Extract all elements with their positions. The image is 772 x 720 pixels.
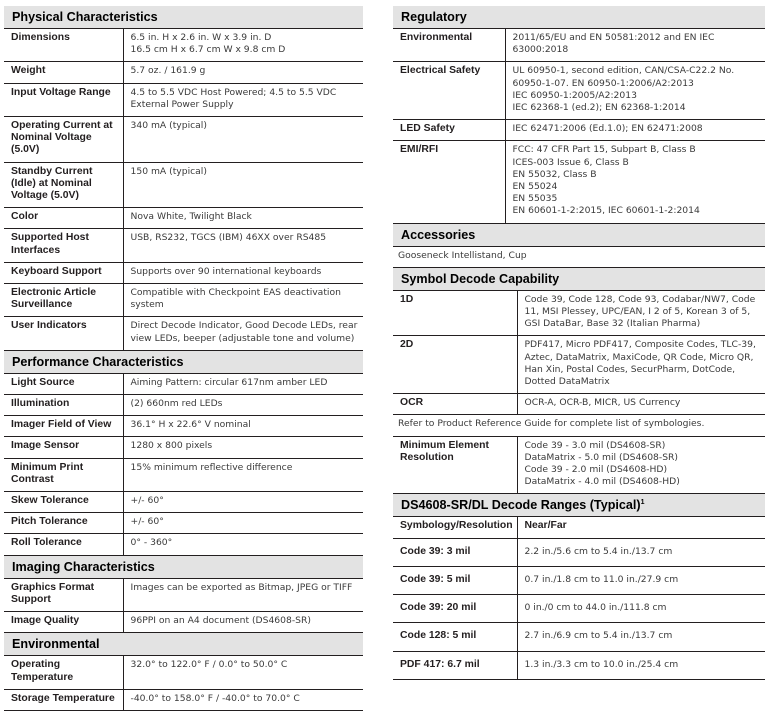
spec-value: Supports over 90 international keyboards — [123, 262, 363, 283]
spec-value: Nova White, Twilight Black — [123, 208, 363, 229]
spec-label: 2D — [393, 336, 517, 394]
spec-row — [4, 534, 363, 555]
spec-row — [4, 162, 363, 208]
spec-row — [4, 656, 363, 689]
spec-label: Environmental — [393, 29, 505, 62]
spec-row — [4, 458, 363, 491]
spec-label: Keyboard Support — [4, 262, 123, 283]
environmental-table — [4, 633, 363, 711]
range-row — [393, 651, 765, 679]
range-value: 1.3 in./3.3 cm to 10.0 in./25.4 cm — [517, 651, 765, 679]
spec-row — [4, 492, 363, 513]
spec-value: 32.0° to 122.0° F / 0.0° to 50.0° C — [123, 656, 363, 689]
spec-row — [393, 62, 765, 120]
spec-label: Input Voltage Range — [4, 83, 123, 116]
spec-value: Compatible with Checkpoint EAS deactivation system — [123, 284, 363, 317]
decode-ranges-table — [393, 494, 765, 679]
spec-row — [4, 612, 363, 633]
spec-label: Light Source — [4, 373, 123, 394]
spec-label: User Indicators — [4, 317, 123, 350]
accessories-text: Gooseneck Intellistand, Cup — [393, 246, 765, 267]
section-title: Physical Characteristics — [4, 6, 363, 29]
spec-row — [393, 336, 765, 394]
spec-label: Image Quality — [4, 612, 123, 633]
column-header-row — [393, 517, 765, 538]
spec-value: 0° - 360° — [123, 534, 363, 555]
range-row — [393, 538, 765, 566]
spec-value: (2) 660nm red LEDs — [123, 395, 363, 416]
spec-row — [4, 437, 363, 458]
spec-row — [4, 373, 363, 394]
spec-label: Dimensions — [4, 29, 123, 62]
spec-label: Weight — [4, 62, 123, 83]
spec-value: 6.5 in. H x 2.6 in. W x 3.9 in. D 16.5 cm H x 6.7 cm W x 9.8 cm D — [123, 29, 363, 62]
symbology-note: Refer to Product Reference Guide for complete list of symbologies. — [393, 415, 765, 436]
spec-row — [4, 229, 363, 262]
spec-row — [4, 578, 363, 611]
spec-label: Electronic Article Surveillance — [4, 284, 123, 317]
spec-value: 1280 x 800 pixels — [123, 437, 363, 458]
spec-value: -40.0° to 158.0° F / -40.0° to 70.0° C — [123, 689, 363, 710]
spec-value: Code 39, Code 128, Code 93, Codabar/NW7, Code 11, MSI Plessey, UPC/EAN, I 2 of 5, Korean 3 of 5, GSI DataBar, Base 32 (Italian Pharma) — [517, 290, 765, 336]
spec-label: Roll Tolerance — [4, 534, 123, 555]
spec-label: Pitch Tolerance — [4, 513, 123, 534]
imaging-characteristics-table — [4, 556, 363, 634]
spec-label: Operating Current at Nominal Voltage (5.0V) — [4, 117, 123, 163]
right-column — [393, 6, 765, 680]
spec-value: Direct Decode Indicator, Good Decode LEDs, rear view LEDs, beeper (adjustable tone and volume) — [123, 317, 363, 350]
footnote-marker: 1 — [640, 499, 645, 507]
symbol-decode-table — [393, 268, 765, 495]
section-title: Symbol Decode Capability — [393, 268, 765, 291]
spec-value: 15% minimum reflective difference — [123, 458, 363, 491]
spec-label: Color — [4, 208, 123, 229]
symbology-label: Code 39: 3 mil — [393, 538, 517, 566]
spec-label: 1D — [393, 290, 517, 336]
range-value: 0.7 in./1.8 cm to 11.0 in./27.9 cm — [517, 566, 765, 594]
spec-row — [4, 208, 363, 229]
spec-row — [393, 141, 765, 223]
spec-value: OCR-A, OCR-B, MICR, US Currency — [517, 394, 765, 415]
spec-value: Images can be exported as Bitmap, JPEG or TIFF — [123, 578, 363, 611]
spec-label: Imager Field of View — [4, 416, 123, 437]
spec-label: Graphics Format Support — [4, 578, 123, 611]
section-title: Environmental — [4, 633, 363, 656]
symbology-label: Code 39: 20 mil — [393, 595, 517, 623]
spec-label: Image Sensor — [4, 437, 123, 458]
spec-row — [4, 117, 363, 163]
spec-value: 4.5 to 5.5 VDC Host Powered; 4.5 to 5.5 VDC External Power Supply — [123, 83, 363, 116]
spec-value: IEC 62471:2006 (Ed.1.0); EN 62471:2008 — [505, 120, 765, 141]
physical-characteristics-table — [4, 6, 363, 351]
spec-value: 36.1° H x 22.6° V nominal — [123, 416, 363, 437]
spec-row — [393, 394, 765, 415]
spec-value: PDF417, Micro PDF417, Composite Codes, TLC-39, Aztec, DataMatrix, MaxiCode, QR Code, Micro QR, Han Xin, Postal Codes, SecurPharm, DotCode, Dotted DataMatrix — [517, 336, 765, 394]
section-title: Performance Characteristics — [4, 351, 363, 374]
spec-row — [4, 416, 363, 437]
spec-value: FCC: 47 CFR Part 15, Subpart B, Class B ICES-003 Issue 6, Class B EN 55032, Class B EN 55024 EN 55035 EN 60601-1-2:2015, IEC 60601-1-2:2014 — [505, 141, 765, 223]
left-column — [4, 6, 363, 711]
spec-row — [393, 290, 765, 336]
spec-label: OCR — [393, 394, 517, 415]
spec-value: 2011/65/EU and EN 50581:2012 and EN IEC 63000:2018 — [505, 29, 765, 62]
spec-row — [4, 689, 363, 710]
spec-label: Minimum Print Contrast — [4, 458, 123, 491]
spec-label: Supported Host Interfaces — [4, 229, 123, 262]
spec-label: Skew Tolerance — [4, 492, 123, 513]
range-row — [393, 623, 765, 651]
spec-row — [4, 284, 363, 317]
spec-row — [4, 83, 363, 116]
column-header: Symbology/Resolution — [393, 517, 517, 538]
spec-value: Aiming Pattern: circular 617nm amber LED — [123, 373, 363, 394]
section-title: DS4608-SR/DL Decode Ranges (Typical)$^1$ — [393, 494, 765, 517]
section-title: Regulatory — [393, 6, 765, 29]
spec-label: Operating Temperature — [4, 656, 123, 689]
range-value: 0 in./0 cm to 44.0 in./111.8 cm — [517, 595, 765, 623]
spec-label: Electrical Safety — [393, 62, 505, 120]
spec-label: Illumination — [4, 395, 123, 416]
range-value: 2.2 in./5.6 cm to 5.4 in./13.7 cm — [517, 538, 765, 566]
spec-row — [4, 62, 363, 83]
spec-row — [4, 513, 363, 534]
spec-row — [393, 436, 765, 494]
spec-value: 5.7 oz. / 161.9 g — [123, 62, 363, 83]
spec-value: UL 60950-1, second edition, CAN/CSA-C22.2 No. 60950-1-07. EN 60950-1:2006/A2:2013 IEC 60950-1:2005/A2:2013 IEC 62368-1 (ed.2); EN 62368-1:2014 — [505, 62, 765, 120]
symbology-label: Code 39: 5 mil — [393, 566, 517, 594]
symbology-label: PDF 417: 6.7 mil — [393, 651, 517, 679]
section-title: Imaging Characteristics — [4, 556, 363, 579]
range-row — [393, 595, 765, 623]
spec-row — [393, 29, 765, 62]
spec-row — [4, 262, 363, 283]
spec-value: USB, RS232, TGCS (IBM) 46XX over RS485 — [123, 229, 363, 262]
spec-value: 340 mA (typical) — [123, 117, 363, 163]
spec-value: Code 39 - 3.0 mil (DS4608-SR) DataMatrix - 5.0 mil (DS4608-SR) Code 39 - 2.0 mil (DS4608-HD) DataMatrix - 4.0 mil (DS4608-HD) — [517, 436, 765, 494]
performance-characteristics-table — [4, 351, 363, 556]
spec-label: LED Safety — [393, 120, 505, 141]
regulatory-table — [393, 6, 765, 224]
spec-label: EMI/RFI — [393, 141, 505, 223]
spec-label: Storage Temperature — [4, 689, 123, 710]
spec-label: Standby Current (Idle) at Nominal Voltage (5.0V) — [4, 162, 123, 208]
accessories-table — [393, 224, 765, 268]
spec-label: Minimum Element Resolution — [393, 436, 517, 494]
range-row — [393, 566, 765, 594]
spec-row — [4, 317, 363, 350]
spec-value: 150 mA (typical) — [123, 162, 363, 208]
spec-row — [4, 395, 363, 416]
spec-value: 96PPI on an A4 document (DS4608-SR) — [123, 612, 363, 633]
section-title: Accessories — [393, 224, 765, 247]
column-header: Near/Far — [517, 517, 765, 538]
spec-value: +/- 60° — [123, 513, 363, 534]
spec-row — [4, 29, 363, 62]
range-value: 2.7 in./6.9 cm to 5.4 in./13.7 cm — [517, 623, 765, 651]
symbology-label: Code 128: 5 mil — [393, 623, 517, 651]
spec-value: +/- 60° — [123, 492, 363, 513]
spec-row — [393, 120, 765, 141]
